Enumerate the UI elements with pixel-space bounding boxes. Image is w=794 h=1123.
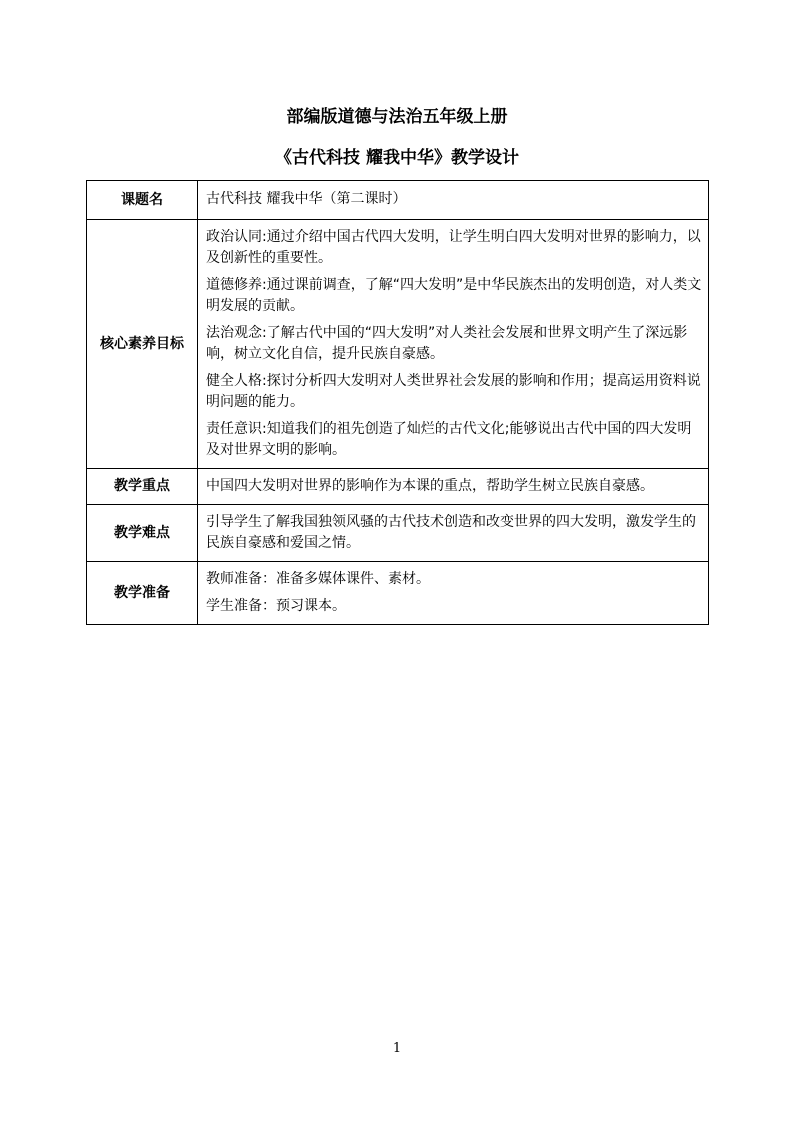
page-number: 1: [392, 1041, 402, 1056]
table-row-core-literacy: [87, 220, 709, 469]
core-literacy-label: 核心素养目标: [87, 220, 198, 469]
preparation-student: 学生准备：预习课本。: [206, 598, 346, 614]
key-points-value: 中国四大发明对世界的影响作为本课的重点，帮助学生树立民族自豪感。: [198, 469, 709, 505]
table-row-difficulties: [87, 505, 709, 562]
document-title: 部编版道德与法治五年级上册: [286, 107, 508, 127]
table-row-topic: [87, 181, 709, 220]
table-row-preparation: [87, 562, 709, 625]
core-item-law: 法治观念:了解古代中国的“四大发明”对人类社会发展和世界文明产生了深远影响，树立文化自信，提升民族自豪感。: [206, 325, 688, 362]
difficulties-value: 引导学生了解我国独领风骚的古代技术创造和改变世界的四大发明，激发学生的民族自豪感和爱国之情。: [198, 505, 709, 562]
core-literacy-value: [198, 220, 709, 469]
preparation-label: 教学准备: [87, 562, 198, 625]
topic-label: 课题名: [87, 181, 198, 220]
difficulties-label: 教学难点: [87, 505, 198, 562]
table-row-key-points: [87, 469, 709, 505]
lesson-plan-table: [86, 180, 709, 625]
core-item-personality: 健全人格:探讨分析四大发明对人类世界社会发展的影响和作用；提高运用资料说明问题的能力。: [206, 373, 701, 410]
key-points-label: 教学重点: [87, 469, 198, 505]
core-item-political: 政治认同:通过介绍中国古代四大发明，让学生明白四大发明对世界的影响力，以及创新性的重要性。: [206, 229, 701, 266]
core-item-moral: 道德修养:通过课前调查，了解“四大发明”是中华民族杰出的发明创造，对人类文明发展的贡献。: [206, 277, 702, 314]
document-subtitle: 《古代科技 耀我中华》教学设计: [275, 148, 519, 168]
preparation-value: [198, 562, 709, 625]
topic-value: 古代科技 耀我中华（第二课时）: [198, 181, 709, 220]
preparation-teacher: 教师准备：准备多媒体课件、素材。: [206, 571, 430, 587]
core-item-responsibility: 责任意识:知道我们的祖先创造了灿烂的古代文化;能够说出古代中国的四大发明及对世界文明的影响。: [206, 421, 692, 458]
